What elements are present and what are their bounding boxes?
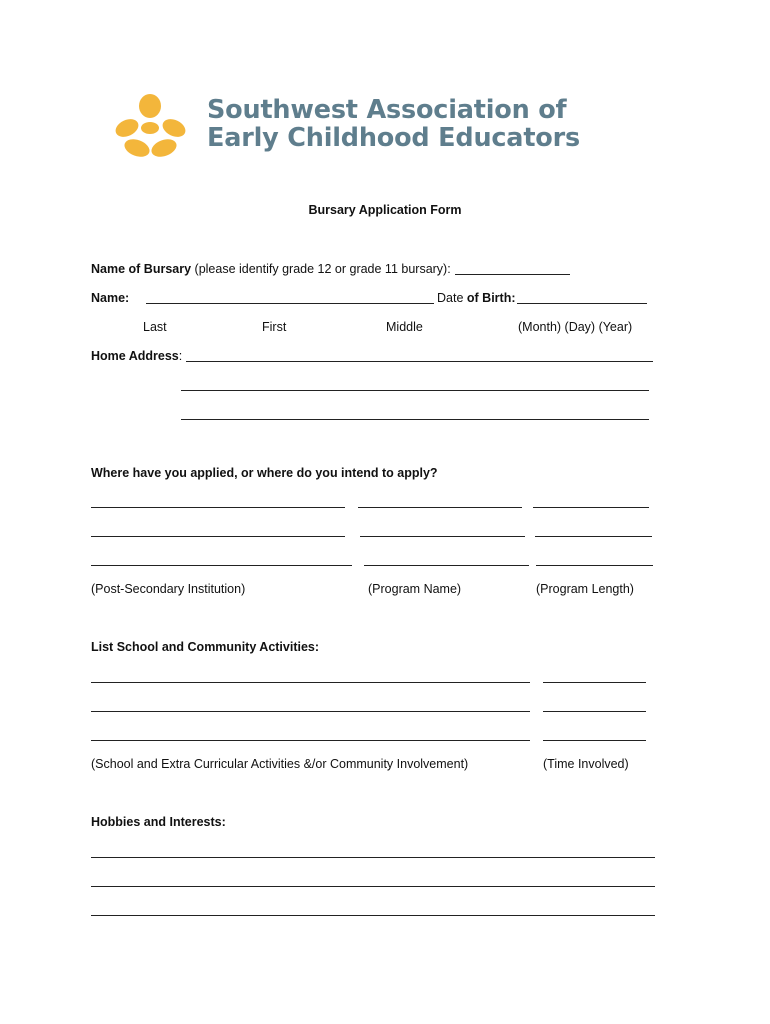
dob-label-bold: of Birth:	[466, 291, 516, 305]
time-involved-field-1[interactable]	[543, 682, 646, 683]
name-label: Name:	[91, 291, 130, 305]
program-length-column-label: (Program Length)	[536, 582, 634, 596]
time-involved-field-2[interactable]	[543, 711, 646, 712]
home-address-line-1[interactable]	[186, 361, 653, 362]
name-field[interactable]	[146, 303, 434, 304]
home-address-line-2[interactable]	[181, 390, 649, 391]
institution-field-1[interactable]	[91, 507, 345, 508]
activity-field-3[interactable]	[91, 740, 530, 741]
home-address-label	[91, 349, 182, 363]
program-name-field-2[interactable]	[360, 536, 525, 537]
time-involved-column-label: (Time Involved)	[543, 757, 629, 771]
program-name-field-1[interactable]	[358, 507, 522, 508]
org-name-line2: Early Childhood Educators	[207, 123, 580, 153]
activities-heading: List School and Community Activities:	[91, 640, 320, 654]
home-address-label-text: Home Address	[91, 349, 179, 363]
organization-name	[207, 96, 580, 152]
bursary-name-field[interactable]	[455, 274, 570, 275]
name-sublabel-last: Last	[143, 320, 167, 334]
applied-heading: Where have you applied, or where do you intend to apply?	[91, 466, 438, 480]
program-name-field-3[interactable]	[364, 565, 529, 566]
hobbies-field-3[interactable]	[91, 915, 655, 916]
org-name-line1: Southwest Association of	[207, 95, 567, 125]
time-involved-field-3[interactable]	[543, 740, 646, 741]
institution-field-3[interactable]	[91, 565, 352, 566]
program-length-field-1[interactable]	[533, 507, 649, 508]
home-address-line-3[interactable]	[181, 419, 649, 420]
dob-label-plain: Date	[437, 291, 464, 305]
dob-field[interactable]	[517, 303, 647, 304]
dob-label	[437, 291, 516, 305]
activity-column-label: (School and Extra Curricular Activities &/or Community Involvement)	[91, 757, 469, 771]
hobbies-heading: Hobbies and Interests:	[91, 815, 226, 829]
hobbies-field-2[interactable]	[91, 886, 655, 887]
hobbies-field-1[interactable]	[91, 857, 655, 858]
activity-field-1[interactable]	[91, 682, 530, 683]
institution-column-label: (Post-Secondary Institution)	[91, 582, 246, 596]
bursary-name-label: Name of Bursary	[91, 262, 192, 276]
program-length-field-3[interactable]	[536, 565, 653, 566]
dob-sublabel: (Month) (Day) (Year)	[518, 320, 633, 334]
program-name-column-label: (Program Name)	[368, 582, 462, 596]
program-length-field-2[interactable]	[535, 536, 652, 537]
name-sublabel-middle: Middle	[386, 320, 423, 334]
form-title: Bursary Application Form	[308, 203, 462, 217]
bursary-name-label-row	[91, 262, 451, 276]
name-sublabel-first: First	[262, 320, 287, 334]
bursary-name-hint: (please identify grade 12 or grade 11 bursary):	[194, 262, 451, 276]
institution-field-2[interactable]	[91, 536, 345, 537]
home-address-colon: :	[178, 349, 183, 363]
activity-field-2[interactable]	[91, 711, 530, 712]
child-figure-logo-icon	[114, 92, 186, 158]
